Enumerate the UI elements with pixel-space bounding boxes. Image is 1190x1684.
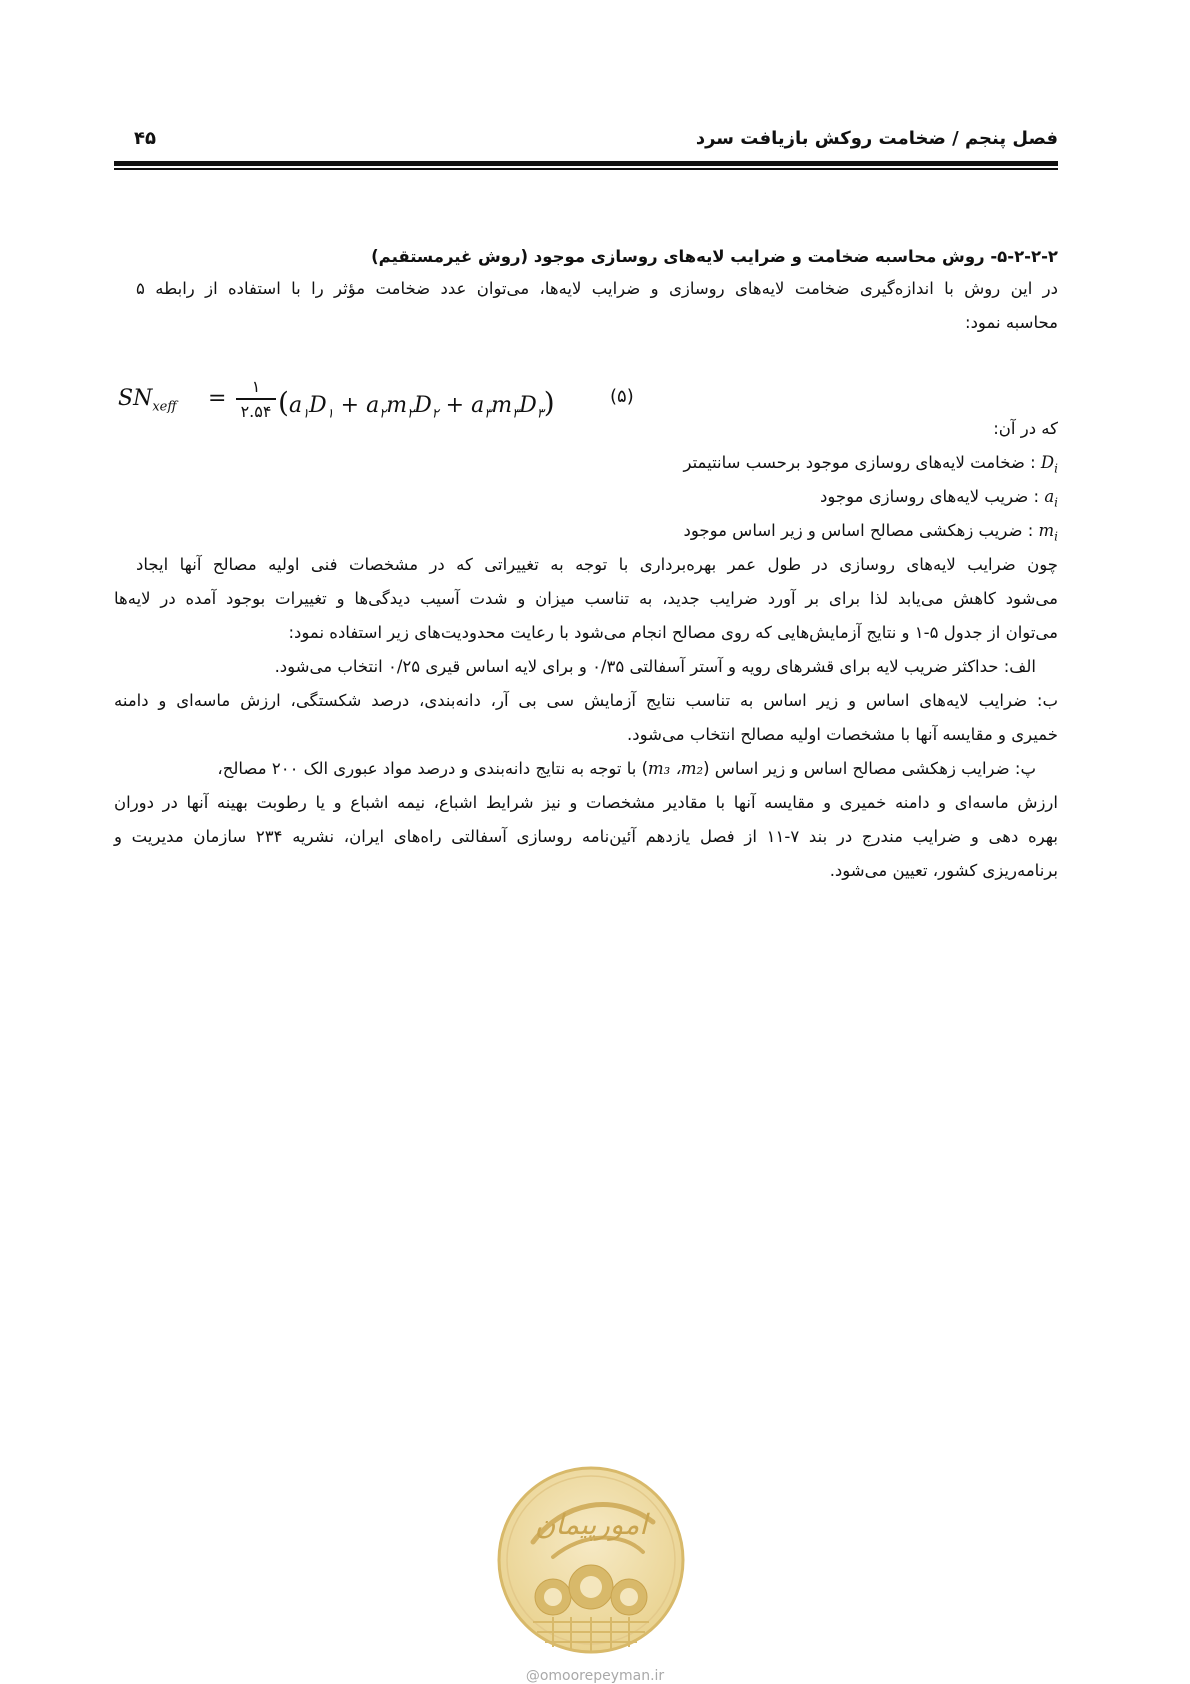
formula-numerator: ۱ [251, 377, 261, 396]
formula-denominator: ۲.۵۴ [240, 401, 272, 421]
item-pe-line-3 [114, 820, 1058, 853]
page-number: ۴۵ [134, 128, 156, 149]
definition-text: : ضخامت لایه‌های روسازی موجود برحسب سانتیمتر [683, 453, 1041, 472]
logo-url: @omoorepeyman.ir [525, 1668, 665, 1684]
item-be-line-1 [114, 684, 1058, 717]
section-heading: ۵-۲-۲-۲- روش محاسبه ضخامت و ضرایب لایه‌های روسازی موجود (روش غیرمستقیم) [371, 247, 1058, 266]
intro-line-2: محاسبه نمود: [965, 313, 1058, 332]
formula-fraction [236, 376, 276, 422]
logo-script-text: امورپیمان [534, 1508, 648, 1541]
formula-body: $(a_۱D_۱ + a_۲m_۲D_۲ + a_۳m_۳D_۳)$ [278, 386, 555, 422]
definitions-intro: که در آن: [993, 419, 1058, 438]
symbol-ai: $a_i$ [1044, 487, 1058, 510]
formula-equals: = [208, 386, 227, 411]
paragraph-text: چون ضرایب لایه‌های روسازی در طول عمر بهره‌برداری با توجه به تغییراتی که در مشخصات فنی اولیه مصالح آنها ایجاد [136, 555, 1058, 574]
item-pe-line-1 [217, 752, 1036, 785]
header-rule-thin [114, 168, 1058, 170]
header-rule-thick [114, 161, 1058, 166]
paragraph-text: می‌شود کاهش می‌یابد لذا برای بر آورد ضرایب جدید، به تناسب میزان و شدت آسیب دیدگی‌ها و تغییرات بوجود آمده در لایه‌ها [114, 589, 1058, 608]
paragraph-text: ب: ضرایب لایه‌های اساس و زیر اساس به تناسب نتایج آزمایش سی بی آر، دانه‌بندی، درصد شکستگی، ارزش ماسه‌ای و دامنه [114, 691, 1058, 710]
paragraph-text: بهره دهی و ضرایب مندرج در بند ۷-۱۱ از فصل یازدهم آئین‌نامه روسازی آسفالتی راه‌های ایران، نشریه ۲۳۴ سازمان مدیریت و [114, 827, 1059, 846]
formula-sn-eff [118, 376, 618, 436]
paragraph-1-line-2 [114, 582, 1058, 615]
item-be-line-2: خمیری و مقایسه آنها با مشخصات اولیه مصالح انتخاب می‌شود. [627, 725, 1058, 744]
item-pe-line-4: برنامه‌ریزی کشور، تعیین می‌شود. [829, 861, 1058, 880]
symbol-Di: $D_i$ [1040, 453, 1058, 476]
symbol-mi: $m_i$ [1038, 521, 1058, 544]
paragraph-text: پ: ضرایب زهکشی مصالح اساس و زیر اساس ( [703, 759, 1036, 778]
page-header [114, 128, 1058, 158]
definition-text: : ضریب زهکشی مصالح اساس و زیر اساس موجود [683, 521, 1039, 540]
publisher-logo [493, 1462, 689, 1658]
definition-text: : ضریب لایه‌های روسازی موجود [820, 487, 1045, 506]
equation-number: (۵) [610, 386, 634, 407]
symbol-m2-m3: m₃ ،m₂ [648, 759, 704, 778]
paragraph-text: ) با توجه به نتایج دانه‌بندی و درصد مواد عبوری الک ۲۰۰ مصالح، [217, 759, 649, 778]
paragraph-text: ارزش ماسه‌ای و دامنه خمیری و مقایسه آنها با مقادیر مشخصات و نیز شرایط اشباع، نیمه اشباع و یا رطوبت بهینه آنها در دوران [114, 793, 1058, 812]
logo-emblem [493, 1462, 689, 1658]
intro-line-1 [136, 272, 1058, 305]
paragraph-1-line-3: می‌توان از جدول ۵-۱ و نتایج آزمایش‌هایی که روی مصالح انجام می‌شود با رعایت محدودیت‌های زیر استفاده نمود: [288, 623, 1058, 642]
intro-text-1: در این روش با اندازه‌گیری ضخامت لایه‌های روسازی و ضرایب لایه‌ها، می‌توان عدد ضخامت مؤثر را با استفاده از رابطه ۵ [136, 279, 1058, 298]
item-pe-line-2 [114, 786, 1058, 819]
item-alef: الف: حداکثر ضریب لایه برای قشرهای رویه و آستر آسفالتی ۰/۳۵ و برای لایه اساس قیری ۰/۲۵ انتخاب می‌شود. [274, 657, 1036, 676]
chapter-title: فصل پنجم / ضخامت روکش بازیافت سرد [695, 128, 1058, 149]
paragraph-1-line-1 [136, 548, 1058, 581]
formula-lhs: $SN_{xeff}$ [118, 386, 177, 415]
